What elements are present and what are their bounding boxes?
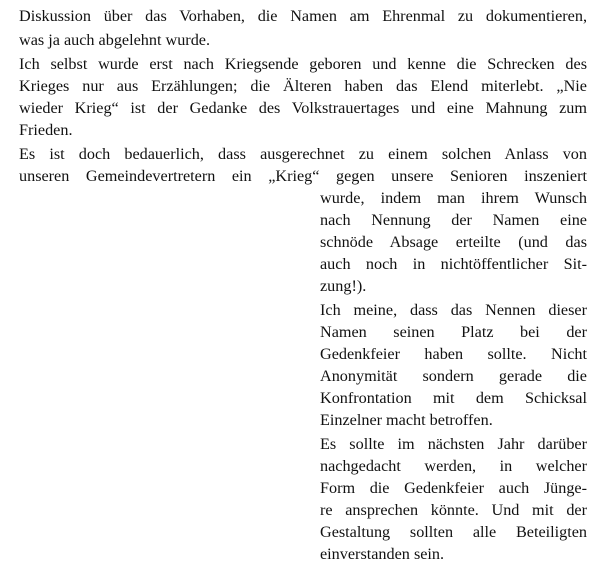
- text-line: schnöde Absage erteilte (und das: [320, 233, 587, 251]
- text-line: Es ist doch bedauerlich, dass ausgerechnet zu einem solchen Anlass von: [19, 145, 587, 163]
- text-line: unseren Gemeindevertretern ein „Krieg“ gegen unsere Senioren inszeniert: [19, 167, 587, 185]
- text-line: was ja auch abgelehnt wurde.: [19, 31, 211, 49]
- text-line: Einzelner macht betroffen.: [320, 411, 493, 429]
- text-line: Krieges nur aus Erzählungen; die Älteren haben das Elend miterlebt. „Nie: [19, 77, 587, 95]
- text-line: Ich meine, dass das Nennen dieser: [320, 301, 587, 319]
- text-line: nachgedacht werden, in welcher: [320, 457, 587, 475]
- text-line: nach Nennung der Namen eine: [320, 211, 587, 229]
- text-line: Form die Gedenkfeier auch Jünge-: [320, 479, 587, 497]
- text-line: Es sollte im nächsten Jahr darüber: [320, 435, 587, 453]
- text-line: zung!).: [320, 277, 367, 295]
- text-line: Ich selbst wurde erst nach Kriegsende geboren und kenne die Schrecken des: [19, 55, 587, 73]
- text-line: Diskussion über das Vorhaben, die Namen am Ehrenmal zu dokumentieren,: [19, 7, 587, 25]
- text-line: Konfrontation mit dem Schicksal: [320, 389, 587, 407]
- text-line: auch noch in nichtöffentlicher Sit-: [320, 255, 587, 273]
- text-line: Namen seinen Platz bei der: [320, 323, 587, 341]
- text-line: Frieden.: [19, 121, 73, 139]
- text-line: Gestaltung sollten alle Beteiligten: [320, 523, 587, 541]
- text-line: re ansprechen könnte. Und mit der: [320, 501, 587, 519]
- text-line: wieder Krieg“ ist der Gedanke des Volkstrauertages und eine Mahnung zum: [19, 99, 587, 117]
- text-line: Gedenkfeier haben sollte. Nicht: [320, 345, 587, 363]
- text-line: wurde, indem man ihrem Wunsch: [320, 189, 587, 207]
- text-line: Anonymität sondern gerade die: [320, 367, 587, 385]
- text-line: einverstanden sein.: [320, 545, 445, 563]
